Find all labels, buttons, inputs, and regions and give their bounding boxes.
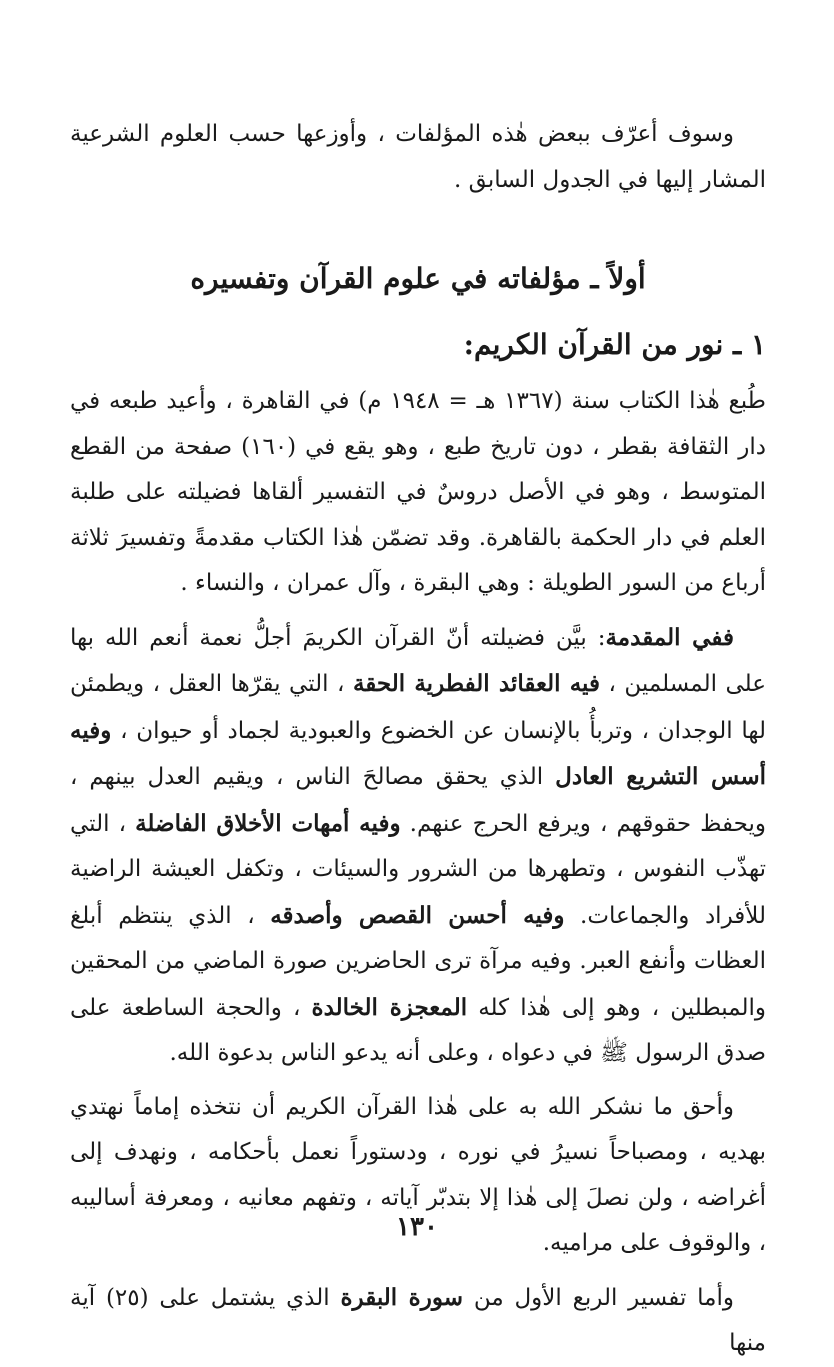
bold-phrase: المعجزة الخالدة: [311, 993, 468, 1021]
bold-phrase: ففي المقدمة: [605, 623, 734, 651]
paragraph-introduction: [70, 615, 766, 1077]
text-run: ، التي يقرّها العقل ، ويطمئن لها الوجدان ، وتربأُ بالإنسان عن الخضوع والعبودية لجماد أو حيوان ،: [70, 671, 766, 744]
page-number: ١٣٠: [396, 1212, 438, 1242]
bold-phrase: وفيه أسس التشريع العادل: [70, 716, 766, 790]
item-heading: ١ ـ نور من القرآن الكريم:: [463, 328, 766, 361]
bold-phrase: وفيه أحسن القصص وأصدقه: [270, 901, 565, 929]
text-run: وأما تفسير الربع الأول من: [463, 1284, 734, 1311]
text-run: ، التي تهذّب النفوس ، وتطهرها من الشرور والسيئات ، وتكفل العيشة الراضية للأفراد والجماعات.: [70, 810, 766, 929]
text-run: : بيَّن فضيلته أنّ القرآن الكريمَ أجلُّ نعمة أنعم الله بها على المسلمين ،: [70, 624, 766, 697]
text-run: ، الذي ينتظم أبلغ العظات وأنفع العبر. وفيه مرآة ترى الحاضرين صورة الماضي من المحقين والمبطلين ، وهو إلى هٰذا كله: [70, 902, 766, 1021]
text-run: ، والحجة الساطعة على صدق الرسول ﷺ في دعواه ، وعلى أنه يدعو الناس بدعوة الله.: [70, 994, 766, 1066]
intro-paragraph: وسوف أعرّف ببعض هٰذه المؤلفات ، وأوزعها حسب العلوم الشرعية المشار إليها في الجدول السابق .: [70, 121, 766, 193]
paragraph-baqarah: [70, 1275, 766, 1367]
bold-phrase: سورة البقرة: [340, 1283, 463, 1311]
text-run: الذي يحقق مصالحَ الناس ، ويقيم العدل بينهم ، ويحفظ حقوقهم ، ويرفع الحرج عنهم.: [70, 764, 766, 837]
bold-phrase: فيه العقائد الفطرية الحقة: [352, 670, 600, 697]
text-run: الذي يشتمل على (٢٥) آية منها: [70, 1284, 766, 1356]
paragraph-publication: طُبع هٰذا الكتاب سنة (١٣٦٧ هـ = ١٩٤٨ م) في القاهرة ، وأعيد طبعه في دار الثقافة بقطر ، دون تاريخ طبع ، وهو يقع في (١٦٠) صفحة من القطع المتوسط ، وهو في الأصل دروسٌ في التفسير ألقاها فضيلته على طلبة العلم في دار الحكمة بالقاهرة. وقد تضمّن هٰذا الكتاب مقدمةً وتفسيرَ ثلاثة أرباع من السور الطويلة : وهي البقرة ، وآل عمران ، والنساء .: [70, 388, 767, 596]
paragraph-gratitude: وأحق ما نشكر الله به على هٰذا القرآن الكريم أن نتخذه إماماً نهتدي بهديه ، ومصباحاً نسيرُ في نوره ، ودستوراً نعمل بأحكامه ، ونهدف إلى أغراضه ، ولن نصلَ إلى هٰذا إلا بتدبّر آياته ، وتفهم معانيه ، ومعرفة أساليبه ، والوقوف على مراميه.: [70, 1093, 766, 1256]
section-heading: أولاً ـ مؤلفاته في علوم القرآن وتفسيره: [190, 262, 646, 295]
bold-phrase: وفيه أمهات الأخلاق الفاضلة: [135, 809, 401, 837]
